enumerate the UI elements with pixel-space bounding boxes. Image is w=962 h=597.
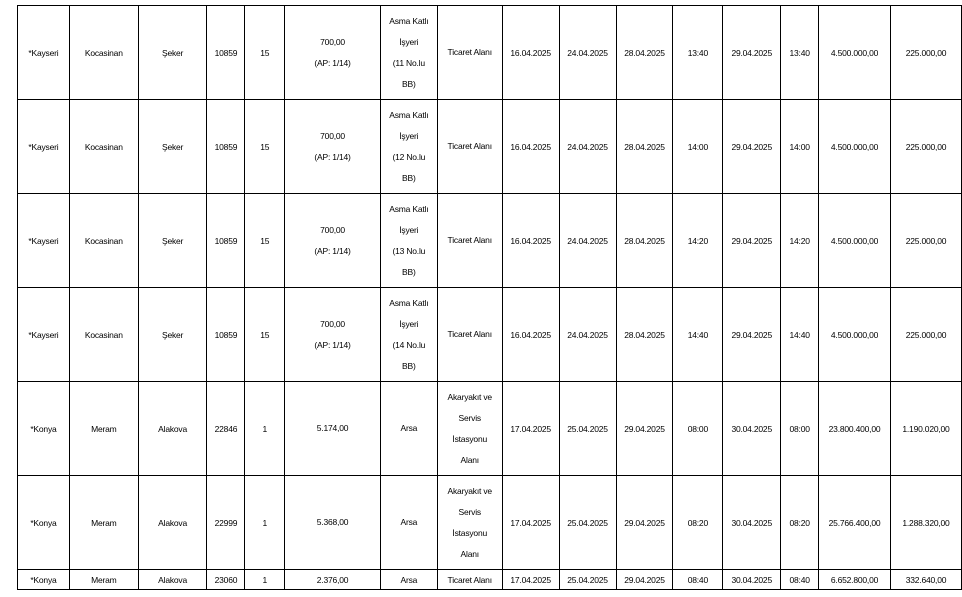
deposit-cell: 1.190.020,00 [890,382,961,476]
city-cell: *Konya [18,570,70,590]
area-line: (AP: 1/14) [314,57,351,68]
time-cell: 08:00 [781,382,819,476]
block-number-cell: 23060 [207,570,245,590]
parcel-number-cell: 1 [245,476,285,570]
district-cell: Meram [69,570,138,590]
auction-table [17,5,962,590]
property-type-line: (13 No.lu [392,245,426,256]
zoning-line: İstasyonu [452,527,488,538]
time-cell: 08:40 [781,570,819,590]
city-cell: *Kayseri [18,100,70,194]
zoning-cell [437,476,502,570]
estimated-value-cell: 4.500.000,00 [819,194,891,288]
zoning-line: Alanı [460,454,479,465]
block-number-cell: 22999 [207,476,245,570]
area-cell [285,100,381,194]
area-cell [285,288,381,382]
neighborhood-cell: Alakova [138,476,207,570]
property-type-cell [380,382,437,476]
area-line: 5.174,00 [316,423,349,433]
property-type-line: BB) [402,172,416,183]
property-type-line: BB) [402,78,416,89]
estimated-value-cell: 6.652.800,00 [819,570,891,590]
district-cell: Kocasinan [69,288,138,382]
zoning-line: Alanı [460,548,479,559]
date-cell: 28.04.2025 [616,100,673,194]
date-cell: 24.04.2025 [559,194,616,288]
deposit-cell: 225.000,00 [890,194,961,288]
deposit-cell: 225.000,00 [890,6,961,100]
time-cell: 14:40 [673,288,723,382]
date-cell: 25.04.2025 [559,570,616,590]
area-line: 5.368,00 [316,517,349,527]
date-cell: 28.04.2025 [616,6,673,100]
property-type-line: Arsa [400,574,418,585]
city-cell: *Kayseri [18,194,70,288]
estimated-value-cell: 23.800.400,00 [819,382,891,476]
zoning-cell [437,194,502,288]
zoning-line: Ticaret Alanı [447,574,492,585]
table-row [18,382,962,476]
zoning-cell [437,288,502,382]
area-cell [285,570,381,590]
property-type-cell [380,570,437,590]
parcel-number-cell: 15 [245,288,285,382]
property-type-line: (12 No.lu [392,151,426,162]
neighborhood-cell: Şeker [138,288,207,382]
date-cell: 17.04.2025 [502,570,559,590]
district-cell: Kocasinan [69,100,138,194]
property-type-line: İşyeri [399,224,419,235]
property-type-line: Asma Katlı [389,297,429,308]
time-cell: 08:00 [673,382,723,476]
area-line: 700,00 [320,36,345,47]
date-cell: 16.04.2025 [502,288,559,382]
zoning-cell [437,100,502,194]
property-type-line: Asma Katlı [389,109,429,120]
property-type-line: Asma Katlı [389,203,429,214]
deposit-cell: 1.288.320,00 [890,476,961,570]
property-type-cell [380,194,437,288]
block-number-cell: 10859 [207,6,245,100]
date-cell: 16.04.2025 [502,6,559,100]
property-type-line: Arsa [400,423,418,433]
block-number-cell: 10859 [207,194,245,288]
date-cell: 29.04.2025 [723,100,781,194]
time-cell: 13:40 [781,6,819,100]
area-line: 2.376,00 [316,574,349,585]
date-cell: 30.04.2025 [723,570,781,590]
table-row [18,288,962,382]
date-cell: 24.04.2025 [559,6,616,100]
zoning-line: Servis [458,412,481,423]
parcel-number-cell: 1 [245,382,285,476]
area-line: 700,00 [320,318,345,329]
zoning-line: Ticaret Alanı [447,141,492,151]
date-cell: 25.04.2025 [559,382,616,476]
property-type-line: BB) [402,266,416,277]
date-cell: 29.04.2025 [723,6,781,100]
city-cell: *Kayseri [18,288,70,382]
time-cell: 14:00 [781,100,819,194]
date-cell: 17.04.2025 [502,382,559,476]
date-cell: 29.04.2025 [616,382,673,476]
zoning-cell [437,570,502,590]
deposit-cell: 225.000,00 [890,288,961,382]
property-type-cell [380,100,437,194]
time-cell: 14:20 [673,194,723,288]
estimated-value-cell: 4.500.000,00 [819,100,891,194]
time-cell: 08:20 [673,476,723,570]
time-cell: 14:20 [781,194,819,288]
zoning-line: Akaryakıt ve [447,391,492,402]
date-cell: 16.04.2025 [502,100,559,194]
zoning-line: İstasyonu [452,433,488,444]
property-type-line: (11 No.lu [392,57,425,68]
estimated-value-cell: 4.500.000,00 [819,288,891,382]
district-cell: Kocasinan [69,6,138,100]
area-cell [285,194,381,288]
property-type-line: BB) [402,360,416,371]
date-cell: 25.04.2025 [559,476,616,570]
block-number-cell: 22846 [207,382,245,476]
table-row [18,194,962,288]
property-type-cell [380,288,437,382]
date-cell: 29.04.2025 [723,288,781,382]
date-cell: 29.04.2025 [723,194,781,288]
neighborhood-cell: Şeker [138,100,207,194]
table-row [18,476,962,570]
date-cell: 28.04.2025 [616,288,673,382]
time-cell: 14:00 [673,100,723,194]
district-cell: Kocasinan [69,194,138,288]
district-cell: Meram [69,476,138,570]
time-cell: 13:40 [673,6,723,100]
time-cell: 14:40 [781,288,819,382]
area-cell [285,6,381,100]
time-cell: 08:20 [781,476,819,570]
zoning-line: Ticaret Alanı [447,329,492,339]
zoning-line: Servis [458,506,481,517]
property-type-line: İşyeri [399,36,419,47]
area-line: (AP: 1/14) [314,151,351,162]
city-cell: *Konya [18,382,70,476]
area-line: (AP: 1/14) [314,339,351,350]
area-line: 700,00 [320,224,345,235]
deposit-cell: 225.000,00 [890,100,961,194]
property-type-line: Asma Katlı [389,15,429,26]
area-line: (AP: 1/14) [314,245,351,256]
parcel-number-cell: 15 [245,100,285,194]
property-type-line: Arsa [400,517,418,527]
zoning-line: Ticaret Alanı [447,235,492,245]
city-cell: *Kayseri [18,6,70,100]
date-cell: 29.04.2025 [616,570,673,590]
property-type-line: İşyeri [399,318,419,329]
neighborhood-cell: Alakova [138,570,207,590]
area-cell [285,382,381,476]
parcel-number-cell: 1 [245,570,285,590]
date-cell: 30.04.2025 [723,382,781,476]
property-type-line: İşyeri [399,130,419,141]
date-cell: 16.04.2025 [502,194,559,288]
area-line: 700,00 [320,130,345,141]
date-cell: 29.04.2025 [616,476,673,570]
parcel-number-cell: 15 [245,194,285,288]
property-type-cell [380,6,437,100]
zoning-line: Ticaret Alanı [447,47,492,57]
date-cell: 28.04.2025 [616,194,673,288]
city-cell: *Konya [18,476,70,570]
area-cell [285,476,381,570]
date-cell: 24.04.2025 [559,100,616,194]
estimated-value-cell: 4.500.000,00 [819,6,891,100]
district-cell: Meram [69,382,138,476]
property-type-cell [380,476,437,570]
date-cell: 24.04.2025 [559,288,616,382]
zoning-cell [437,382,502,476]
deposit-cell: 332.640,00 [890,570,961,590]
table-row [18,6,962,100]
zoning-cell [437,6,502,100]
property-type-line: (14 No.lu [392,339,426,350]
parcel-number-cell: 15 [245,6,285,100]
neighborhood-cell: Şeker [138,194,207,288]
neighborhood-cell: Alakova [138,382,207,476]
zoning-line: Akaryakıt ve [447,485,492,496]
time-cell: 08:40 [673,570,723,590]
neighborhood-cell: Şeker [138,6,207,100]
table-row [18,570,962,590]
date-cell: 17.04.2025 [502,476,559,570]
block-number-cell: 10859 [207,288,245,382]
block-number-cell: 10859 [207,100,245,194]
table-row [18,100,962,194]
date-cell: 30.04.2025 [723,476,781,570]
estimated-value-cell: 25.766.400,00 [819,476,891,570]
